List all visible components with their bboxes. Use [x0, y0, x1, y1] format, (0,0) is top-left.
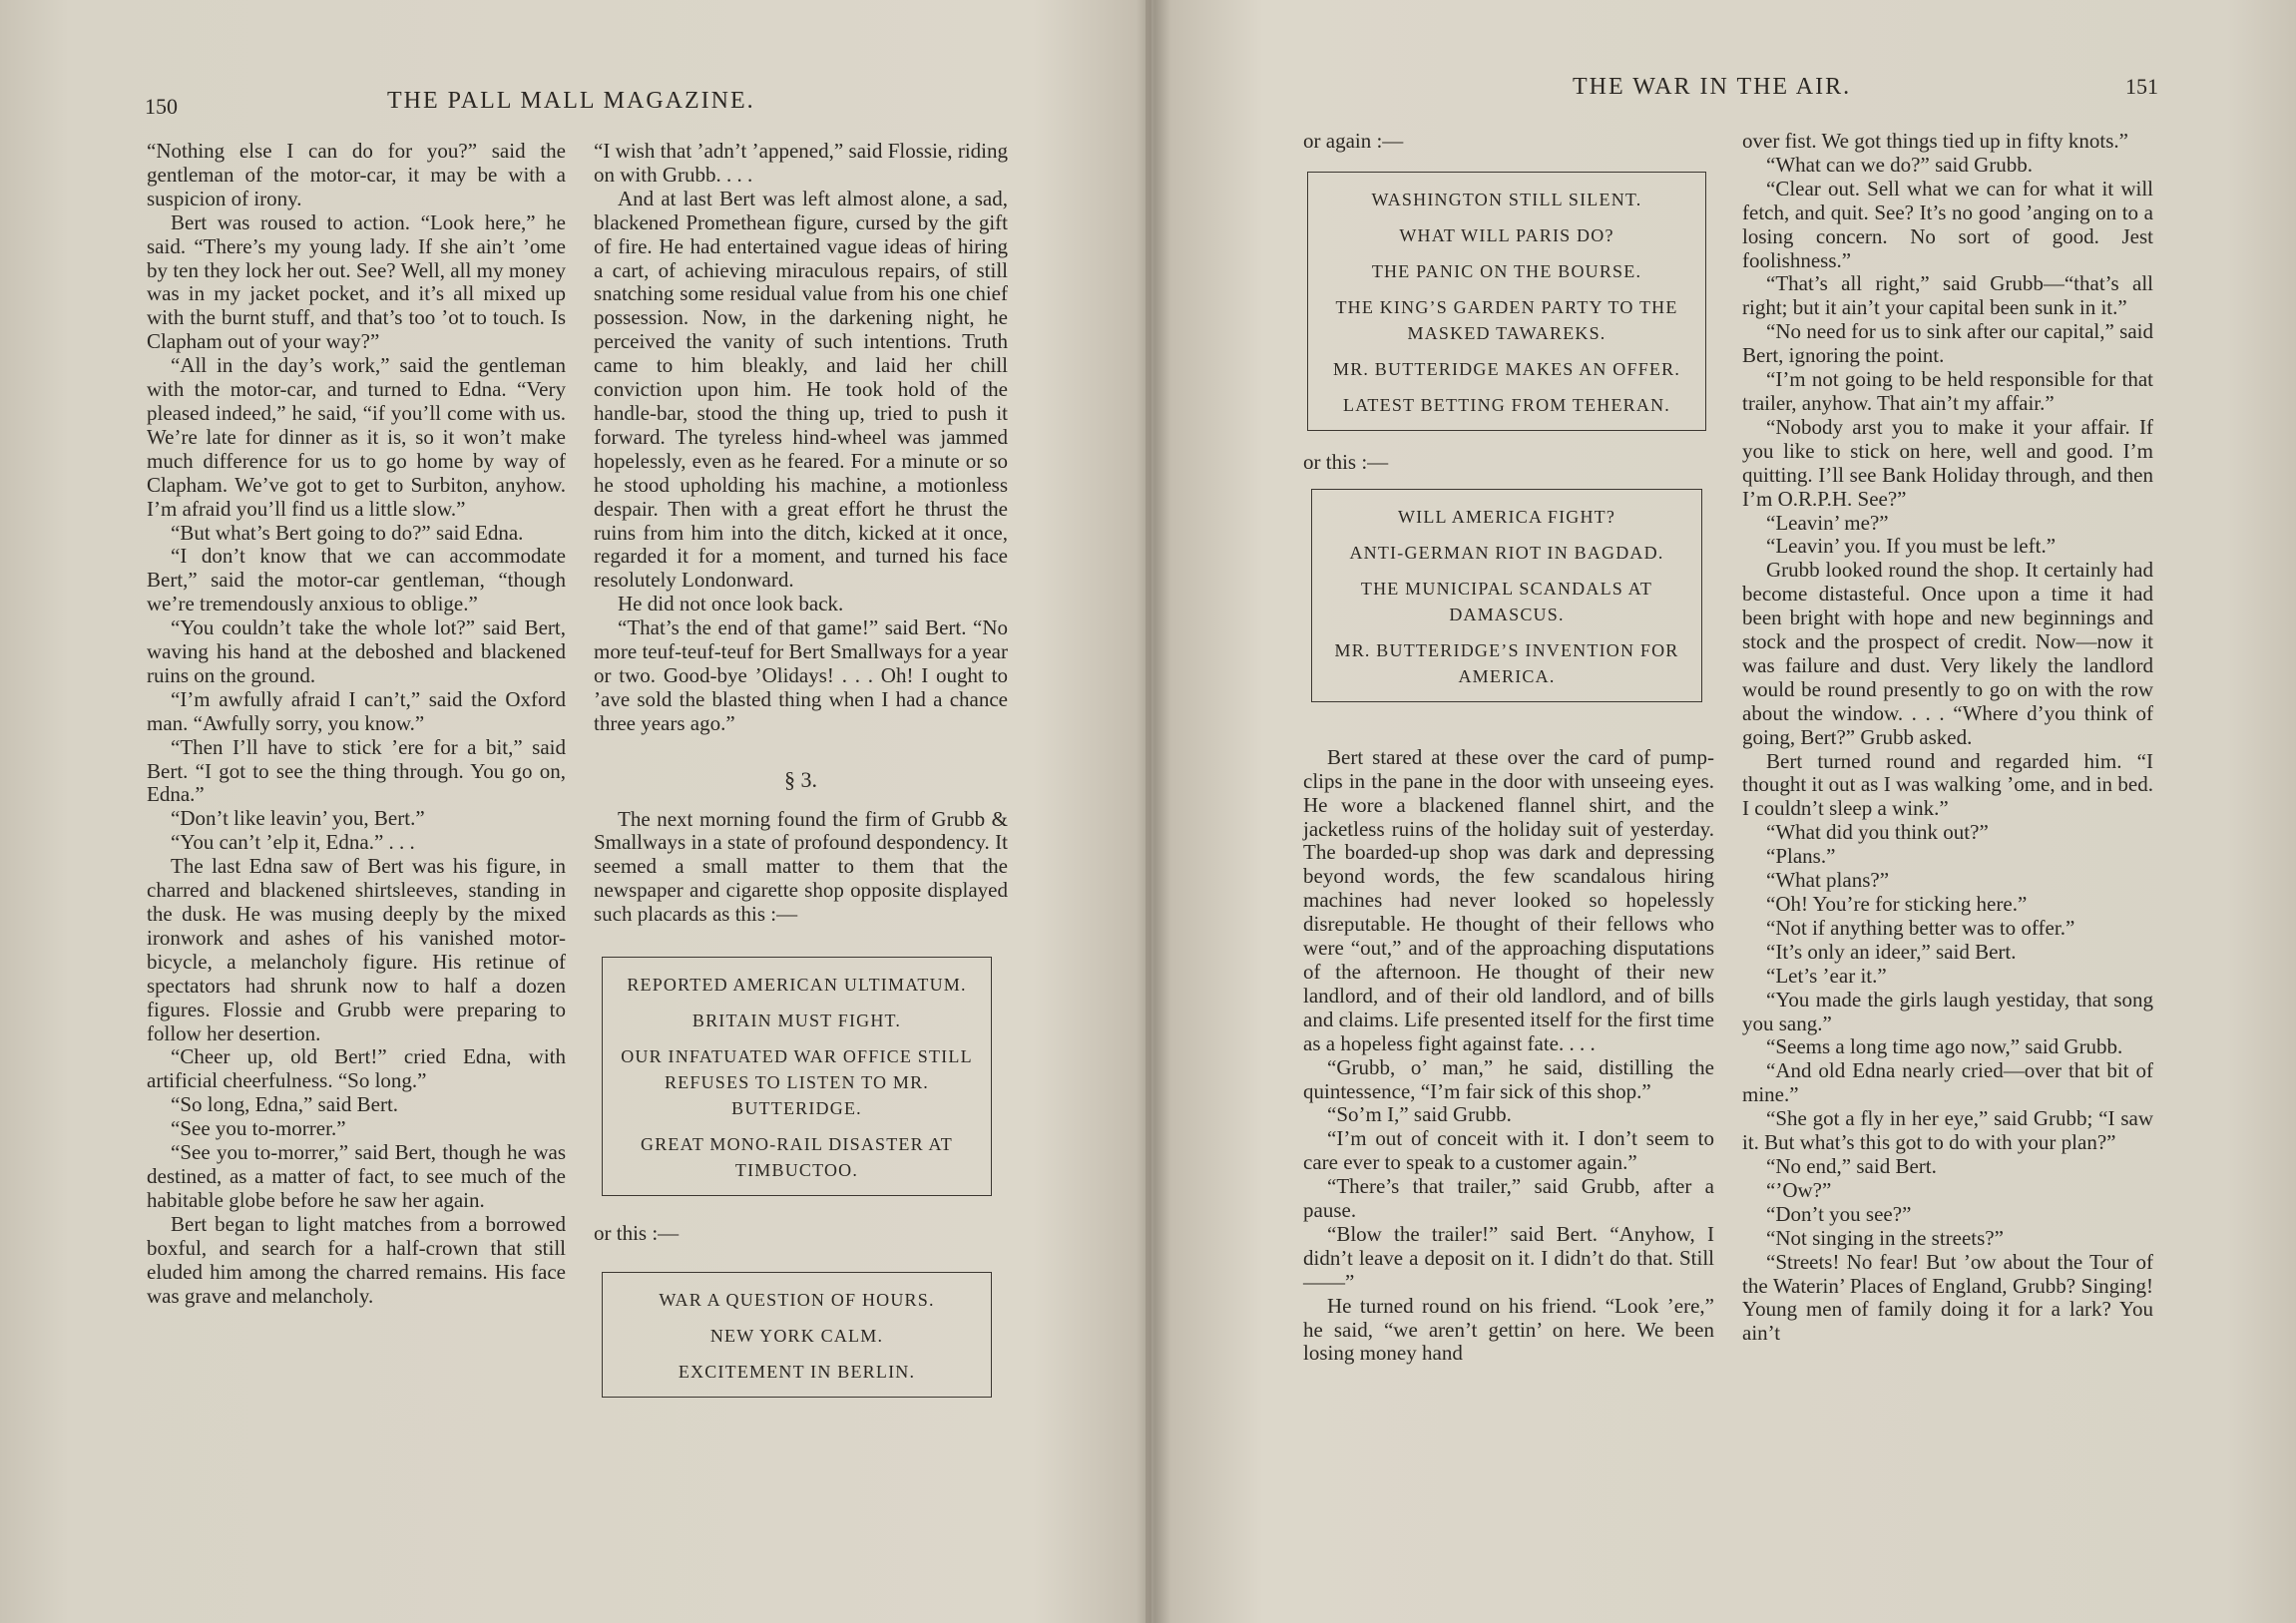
- paragraph: “There’s that trailer,” said Grubb, after a pause.: [1303, 1174, 1714, 1223]
- left-column-2: [594, 140, 1008, 1398]
- placard-line: THE PANIC ON THE BOURSE.: [1371, 260, 1642, 281]
- paragraph: “What can we do?” said Grubb.: [1766, 152, 2034, 177]
- placard-line: WAR A QUESTION OF HOURS.: [659, 1290, 935, 1310]
- paragraph: Grubb looked round the shop. It certainly had become distasteful. Once upon a time it had been bright with hope and new beginnings and stock and the prospect of credit. Now—now it was failure and dust. Very likely the landlord would be round presently to go on with the row about the window. . . . “Where d’you think of going, Bert?” Grubb asked.: [1742, 558, 2153, 749]
- paragraph: “She got a fly in her eye,” said Grubb; “I saw it. But what’s this got to do with your plan?”: [1742, 1106, 2153, 1155]
- paragraph: “It’s only an ideer,” said Bert.: [1766, 939, 2017, 964]
- paragraph: The next morning found the firm of Grubb & Smallways in a state of profound despondency. It seemed a small matter to them that the newspaper and cigarette shop opposite displayed such placards as this :—: [594, 806, 1008, 927]
- paragraph: “Seems a long time ago now,” said Grubb.: [1766, 1034, 2123, 1059]
- placard-line: WASHINGTON STILL SILENT.: [1371, 189, 1642, 209]
- paragraph: “Not singing in the streets?”: [1766, 1225, 2004, 1250]
- placard-line: THE KING’S GARDEN PARTY TO THE MASKED TAWAREKS.: [1335, 296, 1678, 343]
- placard-line: MR. BUTTERIDGE’S INVENTION FOR AMERICA.: [1334, 639, 1679, 686]
- paragraph: “No need for us to sink after our capital,” said Bert, ignoring the point.: [1742, 319, 2153, 368]
- paragraph: “No end,” said Bert.: [1766, 1153, 1937, 1178]
- right-page: [1149, 0, 2296, 1623]
- placard-line: WILL AMERICA FIGHT?: [1397, 506, 1616, 527]
- paragraph: “What did you think out?”: [1766, 820, 1989, 845]
- paragraph: “I’m awfully afraid I can’t,” said the Oxford man. “Awfully sorry, you know.”: [147, 686, 566, 735]
- paragraph: “Blow the trailer!” said Bert. “Anyhow, I didn’t leave a deposit on it. I didn’t do that. Still——”: [1303, 1221, 1714, 1294]
- paragraph: “Nobody arst you to make it your affair. If you like to stick on here, well and good. I’m quitting. I’ll see Bank Holiday through, and then I’m O.R.P.H. See?”: [1742, 414, 2153, 511]
- right-column-1: [1303, 130, 1714, 1366]
- placard-line: WHAT WILL PARIS DO?: [1399, 224, 1614, 245]
- paragraph: The last Edna saw of Bert was his figure, in charred and blackened shirtsleeves, standing in the dusk. He was musing deeply by the mixed ironwork and ashes of his vanished motor-bicycle, a melancholy figure. His retinue of spectators had shrunk now to half a dozen figures. Flossie and Grubb were preparing to follow her desertion.: [147, 854, 566, 1045]
- paragraph: over fist. We got things tied up in fifty knots.”: [1742, 129, 2128, 153]
- paragraph: “I’m out of conceit with it. I don’t seem to care ever to speak to a customer again.”: [1303, 1126, 1714, 1175]
- paragraph: “Clear out. Sell what we can for what it will fetch, and quit. See? It’s no good ’anging on to a losing concern. No sort of good. Jest foolishness.”: [1742, 176, 2153, 272]
- paragraph: “I wish that ’adn’t ’appened,” said Flossie, riding on with Grubb. . . .: [594, 139, 1008, 187]
- paragraph: “I’m not going to be held responsible for that trailer, anyhow. That ain’t my affair.”: [1742, 367, 2153, 415]
- placard-line: REPORTED AMERICAN ULTIMATUM.: [627, 975, 967, 996]
- paragraph: “But what’s Bert going to do?” said Edna.: [171, 520, 524, 545]
- caption-or-again: or again :—: [1303, 129, 1404, 153]
- paragraph: “Streets! No fear! But ’ow about the Tour of the Waterin’ Places of England, Grubb? Singing! Young men of family doing it for a lark? You ain’t: [1742, 1249, 2153, 1346]
- paragraph: “So long, Edna,” said Bert.: [171, 1092, 399, 1117]
- paragraph: “Leavin’ me?”: [1766, 510, 1889, 535]
- paragraph: He turned round on his friend. “Look ’ere,” he said, “we aren’t gettin’ on here. We been losing money hand: [1303, 1293, 1714, 1366]
- paragraph: “All in the day’s work,” said the gentleman with the motor-car, and turned to Edna. “Very pleased indeed,” he said, “if you’ll come with us. We’re late for dinner as it is, so it won’t make much difference for us to go home by way of Clapham. We’ve got to get to Surbiton, anyhow. I’m afraid you’ll find us a little slow.”: [147, 353, 566, 521]
- paragraph: “You made the girls laugh yestiday, that song you sang.”: [1742, 987, 2153, 1035]
- paragraph: “Oh! You’re for sticking here.”: [1766, 892, 2028, 916]
- paragraph: “And old Edna nearly cried—over that bit of mine.”: [1742, 1058, 2153, 1107]
- paragraph: “Let’s ’ear it.”: [1766, 963, 1887, 988]
- running-head-left: THE PALL MALL MAGAZINE.: [387, 88, 755, 114]
- caption-or-this: or this :—: [594, 1221, 680, 1246]
- placard-box-3: [1307, 172, 1706, 431]
- paragraph: “See you to-morrer,” said Bert, though he was destined, as a matter of fact, to see much of the habitable globe before he saw her again.: [147, 1140, 566, 1212]
- paragraph: “See you to-morrer.”: [171, 1116, 346, 1141]
- paragraph: “I don’t know that we can accommodate Bert,” said the motor-car gentleman, “though we’re tremendously anxious to oblige.”: [147, 544, 566, 616]
- paragraph: Bert began to light matches from a borrowed boxful, and search for a half-crown that still eluded him among the charred remains. His face was grave and melancholy.: [147, 1211, 566, 1308]
- page-number-left: 150: [145, 94, 178, 119]
- paragraph: “What plans?”: [1766, 868, 1890, 893]
- left-column-1: [147, 140, 566, 1308]
- placard-line: NEW YORK CALM.: [709, 1326, 884, 1346]
- paragraph: “Grubb, o’ man,” he said, distilling the quintessence, “I’m fair sick of this shop.”: [1303, 1054, 1714, 1103]
- placard-box-4: [1311, 489, 1702, 702]
- caption-or-this: or this :—: [1303, 449, 1389, 474]
- paragraph: “Plans.”: [1766, 844, 1836, 869]
- placard-box-1: [602, 957, 992, 1196]
- placard-line: EXCITEMENT IN BERLIN.: [678, 1362, 916, 1382]
- paragraph: “That’s all right,” said Grubb—“that’s all right; but it ain’t your capital been sunk in it.”: [1742, 271, 2153, 320]
- placard-line: GREAT MONO-RAIL DISASTER AT TIMBUCTOO.: [641, 1134, 953, 1181]
- page-number-right: 151: [2125, 74, 2158, 99]
- paragraph: He did not once look back.: [618, 592, 844, 616]
- paragraph: “Then I’ll have to stick ’ere for a bit,” said Bert. “I got to see the thing through. You go on, Edna.”: [147, 734, 566, 807]
- placard-line: THE MUNICIPAL SCANDALS AT DAMASCUS.: [1360, 578, 1653, 624]
- paragraph: Bert stared at these over the card of pump-clips in the pane in the door with unseeing eyes. He wore a blackened flannel shirt, and the jacketless ruins of the holiday suit of yesterday. The boarded-up shop was dark and depressing beyond words, the few scandalous hiring machines had never looked so hopelessly disreputable. He thought of their fellows who were “out,” and of the approaching disputations of the afternoon. He thought of their new landlord, and of their old landlord, and of bills and claims. Life presented itself for the first time as a hopeless fight against fate. . . .: [1303, 744, 1714, 1055]
- paragraph: “’Ow?”: [1766, 1177, 1832, 1202]
- paragraph: “Not if anything better was to offer.”: [1766, 915, 2075, 940]
- paragraph: “Nothing else I can do for you?” said the gentleman of the motor-car, it may be with a suspicion of irony.: [147, 139, 566, 210]
- right-column-2: [1742, 130, 2153, 1346]
- paragraph: “You couldn’t take the whole lot?” said Bert, waving his hand at the deboshed and blackened ruins on the ground.: [147, 615, 566, 687]
- placard-line: OUR INFATUATED WAR OFFICE STILL REFUSES TO LISTEN TO MR. BUTTERIDGE.: [621, 1046, 973, 1119]
- paragraph: Bert turned round and regarded him. “I thought it out as I was walking ’ome, and in bed. I couldn’t sleep a wink.”: [1742, 748, 2153, 821]
- paragraph: “So’m I,” said Grubb.: [1327, 1102, 1512, 1127]
- placard-line: BRITAIN MUST FIGHT.: [691, 1011, 902, 1031]
- paragraph: And at last Bert was left almost alone, a sad, blackened Promethean figure, cursed by the gift of fire. He had entertained vague ideas of hiring a cart, of achieving miraculous repairs, of still snatching some residual value from his one chief possession. Now, in the darkening night, he perceived the vanity of such intentions. Truth came to him bleakly, and laid her chill conviction upon him. He took hold of the handle-bar, stood the thing up, tried to push it forward. The tyreless hind-wheel was jammed hopelessly, even as he feared. For a minute or so he stood upholding his machine, a motionless despair. Then with a great effort he thrust the ruins from him into the ditch, kicked at it once, regarded it for a moment, and turned his face resolutely Londonward.: [594, 186, 1008, 593]
- paragraph: “You can’t ’elp it, Edna.” . . .: [171, 830, 415, 855]
- paragraph: “That’s the end of that game!” said Bert. “No more teuf-teuf-teuf for Bert Smallways for a year or two. Good-bye ’Olidays! . . . Oh! I ought to ’ave sold the blasted thing when I had a chance three years ago.”: [594, 615, 1008, 735]
- paragraph: “Cheer up, old Bert!” cried Edna, with artificial cheerfulness. “So long.”: [147, 1044, 566, 1093]
- placard-line: ANTI-GERMAN RIOT IN BAGDAD.: [1349, 542, 1664, 563]
- placard-line: LATEST BETTING FROM TEHERAN.: [1343, 394, 1670, 415]
- paragraph: “Don’t you see?”: [1766, 1201, 1912, 1226]
- placard-box-2: [602, 1272, 992, 1398]
- running-head-right: THE WAR IN THE AIR.: [1573, 74, 1852, 100]
- placard-line: MR. BUTTERIDGE MAKES AN OFFER.: [1332, 358, 1681, 379]
- paragraph: Bert was roused to action. “Look here,” he said. “There’s my young lady. If she ain’t ’ome by ten they lock her out. See? Well, all my money was in my jacket pocket, and it’s all mixed up with the burnt stuff, and that’s too ’ot to touch. Is Clapham out of your way?”: [147, 209, 566, 354]
- paragraph: “Leavin’ you. If you must be left.”: [1766, 534, 2057, 559]
- paragraph: “Don’t like leavin’ you, Bert.”: [171, 806, 425, 831]
- section-heading: § 3.: [784, 766, 817, 792]
